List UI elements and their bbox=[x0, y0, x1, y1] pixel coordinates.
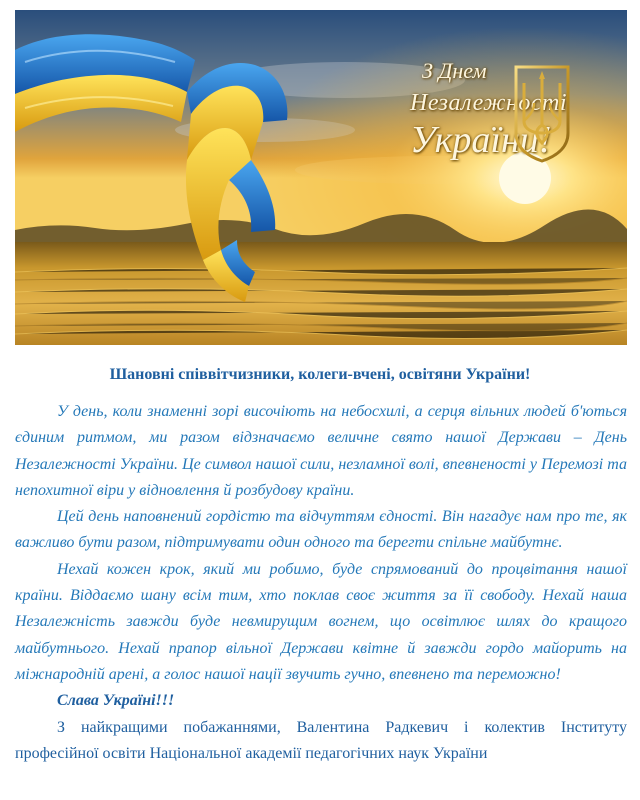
letter-paragraph-2: Цей день наповнений гордістю та відчуттям єдності. Він нагадує нам про те, як важливо бути разом, підтримувати один одного та берегти спільне майбутнє. bbox=[15, 508, 627, 552]
independence-day-banner bbox=[15, 10, 627, 345]
letter-paragraph-1: У день, коли знаменні зорі височіють на небосхилі, а серця вільних людей б'ються єдиним ритмом, ми разом відзначаємо величне свято нашої Держави – День Незалежності України. Це символ нашої сили, незламної волі, впевненості у Перемозі та непохитної віри у відновлення й розбудову країни. bbox=[15, 403, 627, 499]
letter-paragraph-3: Нехай кожен крок, який ми робимо, буде спрямований до процвітання нашої країни. Віддаємо шану всім тим, хто поклав своє життя за її свободу. Нехай наша Незалежність завжди буде невмирущим вогнем, що освітлює шлях до кращого майбутнього. Нехай прапор вільної Держави квітне й завжди гордо майорить на міжнародній арені, а голос нашої нації звучить гучно, впевнено та переможно! bbox=[15, 560, 627, 683]
signature: З найкращими побажаннями, Валентина Радкевич і колектив Інституту професійної освіти Національної академії педагогічних наук України bbox=[15, 718, 627, 762]
greeting-line-3: України! bbox=[410, 119, 552, 161]
letter-title: Шановні співвітчизники, колеги-вчені, освітяни України! bbox=[109, 366, 531, 383]
banner-illustration bbox=[15, 10, 627, 345]
letter-body bbox=[15, 399, 627, 767]
greeting-line-2: Незалежності bbox=[410, 90, 568, 116]
trident-icon bbox=[512, 63, 572, 163]
greeting-line-1: З Днем bbox=[422, 58, 487, 83]
slogan: Слава Україні!!! bbox=[57, 692, 175, 710]
